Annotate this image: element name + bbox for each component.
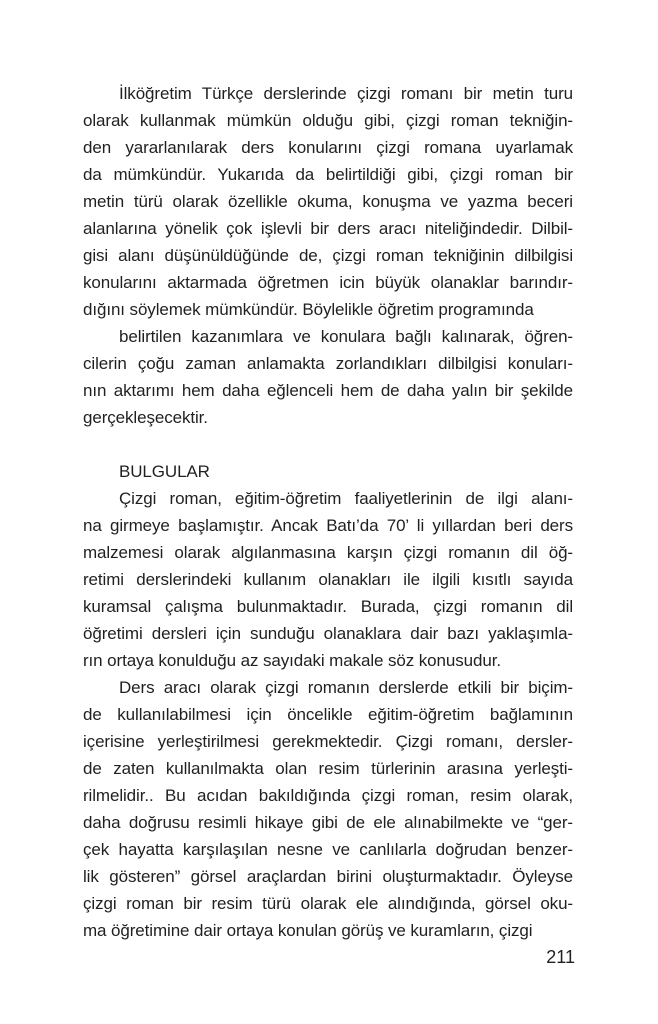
text-line: İlköğretim Türkçe derslerinde çizgi romanı bir metin turu [119, 84, 573, 103]
text-line: olarak kullanmak mümkün olduğu gibi, çizgi roman tekniğin- [83, 111, 573, 130]
text-line: BULGULAR [119, 462, 210, 481]
text-block [83, 80, 573, 944]
text-line: çizgi roman bir resim türü olarak ele alındığında, görsel oku- [83, 894, 573, 913]
text-line: na girmeye başlamıştır. Ancak Batı’da 70’ li yıllardan beri ders [83, 516, 573, 535]
text-line: retimi derslerindeki kullanım olanakları ile ilgili kısıtlı sayıda [83, 570, 573, 589]
section-heading [83, 458, 573, 485]
text-line: de kullanılabilmesi için öncelikle eğitim-öğretim bağlamının [83, 705, 573, 724]
body-paragraph [83, 485, 573, 674]
text-line: dığını söylemek mümkündür. Böylelikle öğretim programında [83, 300, 534, 319]
text-line: çek hayatta karşılaşılan nesne ve canlılarla doğrudan benzer- [83, 840, 573, 859]
body-paragraph [83, 80, 573, 323]
page-number: 211 [546, 947, 575, 967]
text-line: malzemesi olarak algılanmasına karşın çizgi romanın dil öğ- [83, 543, 573, 562]
body-paragraph [83, 323, 573, 431]
text-line: öğretimi dersleri için sunduğu olanaklara dair bazı yaklaşımla- [83, 624, 573, 643]
text-line: kuramsal çalışma bulunmaktadır. Burada, çizgi romanın dil [83, 597, 573, 616]
text-line: nın aktarımı hem daha eğlenceli hem de daha yalın bir şekilde [83, 381, 573, 400]
text-line: daha doğrusu resimli hikaye gibi de ele alınabilmekte ve “ger- [83, 813, 573, 832]
text-line: ma öğretimine dair ortaya konulan görüş ve kuramların, çizgi [83, 921, 533, 940]
text-line: gerçekleşecektir. [83, 408, 208, 427]
text-line: cilerin çoğu zaman anlamakta zorlandıkları dilbilgisi konuları- [83, 354, 573, 373]
body-paragraph [83, 674, 573, 944]
text-line: rın ortaya konulduğu az sayıdaki makale söz konusudur. [83, 651, 501, 670]
text-line: belirtilen kazanımlara ve konulara bağlı kalınarak, öğren- [119, 327, 573, 346]
text-line: Çizgi roman, eğitim-öğretim faaliyetlerinin de ilgi alanı- [119, 489, 573, 508]
text-line: da mümkündür. Yukarıda da belirtildiği gibi, çizgi roman bir [83, 165, 573, 184]
text-line: metin türü olarak özellikle okuma, konuşma ve yazma beceri [83, 192, 573, 211]
text-line: içerisine yerleştirilmesi gerekmektedir. Çizgi romanı, dersler- [83, 732, 573, 751]
text-line: rilmelidir.. Bu acıdan bakıldığında çizgi roman, resim olarak, [83, 786, 573, 805]
text-line: Ders aracı olarak çizgi romanın derslerde etkili bir biçim- [119, 678, 573, 697]
text-line: den yararlanılarak ders konularını çizgi romana uyarlamak [83, 138, 573, 157]
text-line: konularını aktarmada öğretmen icin büyük olanaklar barındır- [83, 273, 573, 292]
text-line: lik gösteren” görsel araçlardan birini oluşturmaktadır. Öyleyse [83, 867, 573, 886]
text-line: gisi alanı düşünüldüğünde de, çizgi roman tekniğinin dilbilgisi [83, 246, 573, 265]
text-line: de zaten kullanılmakta olan resim türlerinin arasına yerleşti- [83, 759, 573, 778]
text-line: alanlarına yönelik çok işlevli bir ders aracı niteliğindedir. Dilbil- [83, 219, 573, 238]
